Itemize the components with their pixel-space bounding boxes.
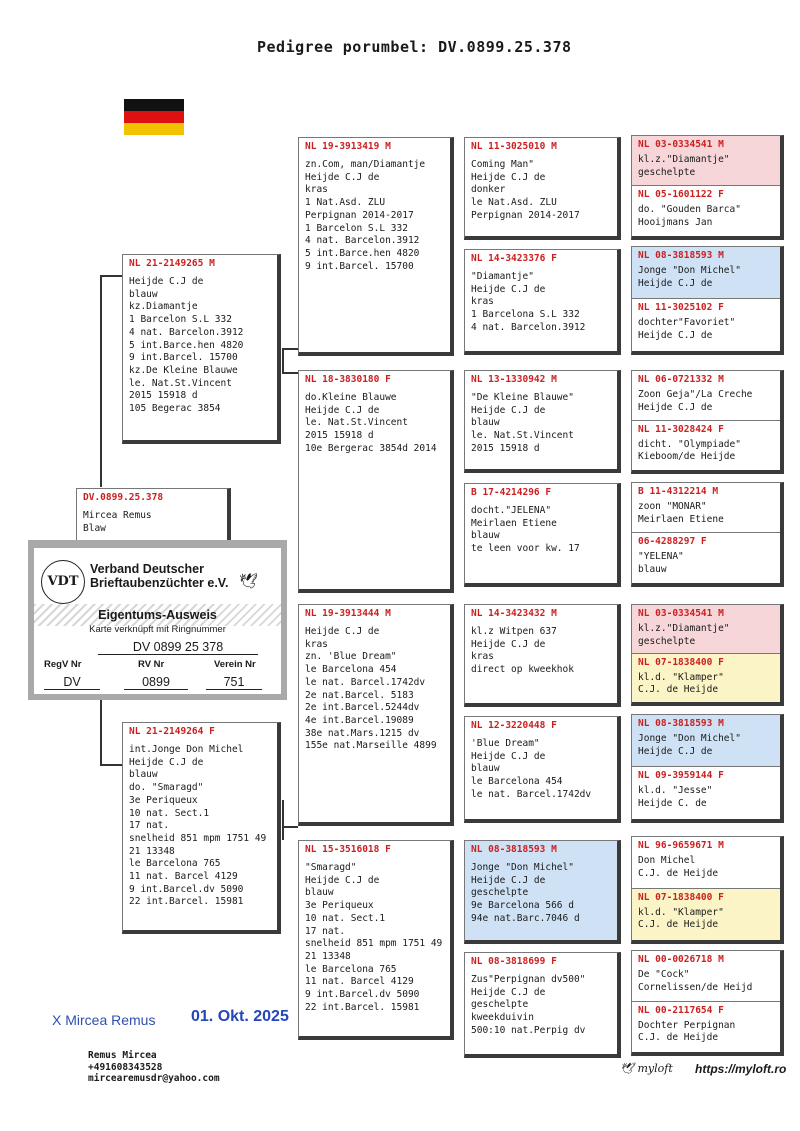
gggp-pair-box (631, 246, 784, 355)
site-link[interactable]: https://myloft.ro (695, 1062, 787, 1076)
ggp-line: "Diamantje" (471, 271, 534, 282)
ggp-lines (465, 266, 617, 335)
owner-name: Remus Mircea (88, 1050, 157, 1061)
gggp-ring: NL 03-0334541 M (638, 139, 724, 150)
vdv-org-line: Verband Deutscher (90, 562, 204, 576)
ggp-ring: NL 14-3423376 F (471, 253, 557, 264)
signature: X Mircea Remus (52, 1012, 156, 1028)
gp-line: Heijde C.J de (305, 171, 380, 183)
great-grandparent-box (464, 137, 621, 240)
great-grandparent-box (464, 249, 621, 355)
ggp-line: direct op kweekhok (471, 664, 574, 676)
gggp-lines (632, 731, 780, 758)
ggp-line: 1 Barcelona S.L 332 (471, 309, 580, 321)
connector-line (282, 348, 284, 374)
gp-line: blauw (305, 887, 334, 899)
ggp-line: kras (471, 651, 494, 663)
sire-box (122, 254, 281, 444)
gggp-line: geschelpte (638, 635, 696, 647)
gggp-ring: NL 96-9659671 M (638, 840, 724, 851)
gp-line: 17 nat. (305, 925, 346, 937)
gggp-line: do. "Gouden Barca" (638, 204, 741, 215)
pigeon-icon: 🕊 (239, 572, 259, 590)
gggp-ring: NL 08-3818593 M (638, 718, 724, 729)
date-stamp: 01. Okt. 2025 (191, 1008, 289, 1025)
gp-lines (299, 621, 450, 753)
dam-line: Heijde C.J de (129, 756, 204, 768)
gp-line: Heijde C.J de (305, 626, 380, 637)
gggp-entry (632, 420, 780, 471)
flag-stripe-black (124, 99, 184, 111)
gp-line: le nat. Barcel.1742dv (305, 676, 426, 688)
gggp-line: Heijde C.J de (638, 329, 713, 341)
connector-line (282, 826, 298, 828)
grandparent-box (298, 604, 454, 826)
gggp-entry (632, 715, 780, 767)
card-ring-number: DV 0899 25 378 (98, 640, 258, 655)
gggp-line: De "Cock" (638, 969, 690, 980)
ownership-card (28, 540, 287, 700)
ggp-line: Jonge "Don Michel" (471, 862, 574, 873)
owner-email: mircearemusdr@yahoo.com (88, 1073, 220, 1084)
sire-lines (123, 271, 277, 416)
dam-line: blauw (129, 769, 158, 781)
ggp-line: te leen voor kw. 17 (471, 543, 580, 555)
gggp-lines (632, 549, 780, 576)
ggp-line: geschelpte (471, 887, 529, 899)
gp-line: le Barcelona 454 (305, 664, 397, 676)
gggp-ring: NL 11-3028424 F (638, 423, 724, 435)
ggp-line: Heijde C.J de (471, 750, 546, 762)
ggp-line: Heijde C.J de (471, 638, 546, 650)
gggp-lines (632, 315, 780, 342)
connector-line (282, 800, 284, 840)
page-title: Pedigree porumbel: DV.0899.25.378 (257, 38, 572, 56)
ggp-line: "De Kleine Blauwe" (471, 392, 574, 403)
gggp-line: dicht. "Olympiade" (638, 438, 741, 450)
ggp-line: 2015 15918 d (471, 442, 540, 454)
gggp-pair-box (631, 950, 784, 1056)
connector-line (100, 764, 122, 766)
ggp-line: blauw (471, 530, 500, 542)
subject-box (76, 488, 231, 548)
sire-line: 105 Begerac 3854 (129, 403, 221, 415)
ggp-ring: NL 08-3818699 F (471, 956, 557, 967)
gggp-ring: NL 09-3959144 F (638, 770, 724, 781)
gggp-lines (632, 152, 780, 179)
ggp-line: 9e Barcelona 566 d (471, 900, 574, 912)
dam-line: 21 13348 (129, 845, 175, 857)
gggp-line: geschelpte (638, 166, 696, 178)
gggp-entry (632, 136, 780, 186)
gp-line: le. Nat.St.Vincent (305, 417, 408, 429)
vdv-org-name (90, 562, 228, 590)
gggp-line: "YELENA" (638, 551, 684, 562)
gggp-lines (632, 621, 780, 648)
gggp-entry (632, 532, 780, 583)
grandparent-box (298, 370, 454, 593)
gggp-line: Kieboom/de Heijde (638, 451, 736, 463)
gggp-lines (632, 967, 780, 994)
gp-line: 9 int.Barcel. 15700 (305, 260, 414, 272)
flag-stripe-gold (124, 123, 184, 135)
sire-line: 4 nat. Barcelon.3912 (129, 326, 244, 338)
gggp-line: Heijde C. de (638, 797, 707, 809)
great-grandparent-box (464, 952, 621, 1058)
gp-ring: NL 19-3913419 M (305, 141, 391, 152)
bird-icon: 🕊 (620, 1062, 634, 1075)
connector-line (100, 275, 102, 487)
ownership-card-inner (34, 548, 281, 694)
gggp-pair-box (631, 135, 784, 240)
gp-lines (299, 154, 450, 273)
ggp-line: Heijde C.J de (471, 283, 546, 295)
ggp-ring: NL 08-3818593 M (471, 844, 557, 855)
ggp-lines (465, 500, 617, 556)
gp-line: kras (305, 184, 328, 196)
connector-line (100, 700, 102, 766)
gggp-lines (632, 670, 780, 697)
ggp-line: donker (471, 184, 506, 196)
gp-line: Perpignan 2014-2017 (305, 209, 414, 221)
gggp-entry (632, 247, 780, 299)
germany-flag-icon (124, 99, 184, 135)
gggp-pair-box (631, 604, 784, 706)
dam-line: 22 int.Barcel. 15981 (129, 896, 244, 908)
sire-ring: NL 21-2149265 M (129, 258, 215, 269)
ggp-line: 'Blue Dream" (471, 738, 540, 749)
gggp-entry (632, 951, 780, 1002)
gp-line: 2015 15918 d (305, 430, 374, 442)
gggp-line: Meirlaen Etiene (638, 513, 724, 525)
gggp-pair-box (631, 714, 784, 823)
gggp-entry (632, 837, 780, 889)
ggp-ring: NL 14-3423432 M (471, 608, 557, 619)
sire-line: 5 int.Barce.hen 4820 (129, 339, 244, 351)
gggp-line: dochter"Favoriet" (638, 317, 736, 328)
great-grandparent-box (464, 716, 621, 823)
gp-line: 4e int.Barcel.19089 (305, 714, 414, 726)
dam-line: do. "Smaragd" (129, 782, 204, 794)
card-value: 0899 (124, 675, 188, 690)
vdv-org-line: Brieftaubenzüchter e.V. (90, 576, 229, 590)
ggp-line: Perpignan 2014-2017 (471, 209, 580, 221)
gggp-line: Don Michel (638, 855, 696, 866)
gggp-ring: NL 11-3025102 F (638, 302, 724, 313)
subject-line: Mircea Remus (83, 510, 152, 521)
ggp-lines (465, 154, 617, 223)
ggp-line: docht."JELENA" (471, 505, 552, 516)
gp-line: 10 nat. Sect.1 (305, 912, 386, 924)
gp-line: 38e nat.Mars.1215 dv (305, 727, 420, 739)
ggp-line: Heijde C.J de (471, 874, 546, 886)
gp-line: 1 Nat.Asd. ZLU (305, 197, 386, 209)
card-value: 751 (206, 675, 262, 690)
ggp-line: le Nat.Asd. ZLU (471, 197, 557, 209)
gggp-ring: NL 08-3818593 M (638, 250, 724, 261)
ggp-line: Zus"Perpignan dv500" (471, 974, 586, 985)
gggp-ring: NL 06-0721332 M (638, 374, 724, 385)
sire-line: kz.De Kleine Blauwe (129, 364, 238, 376)
gggp-entry (632, 298, 780, 351)
gggp-line: zoon "MONAR" (638, 501, 707, 512)
gggp-line: Heijde C.J de (638, 745, 713, 757)
gggp-lines (632, 905, 780, 932)
gp-lines (299, 387, 450, 456)
dam-line: le Barcelona 765 (129, 858, 221, 870)
ggp-line: blauw (471, 417, 500, 429)
gggp-lines (632, 783, 780, 810)
dam-line: 9 int.Barcel.dv 5090 (129, 883, 244, 895)
gggp-ring: NL 07-1838400 F (638, 891, 724, 903)
gp-line: 4 nat. Barcelon.3912 (305, 235, 420, 247)
gggp-pair-box (631, 482, 784, 587)
sire-line: le. Nat.St.Vincent (129, 377, 232, 389)
gggp-line: kl.z."Diamantje" (638, 154, 730, 165)
gggp-lines (632, 263, 780, 290)
ggp-line: le. Nat.St.Vincent (471, 430, 574, 442)
ggp-line: 4 nat. Barcelon.3912 (471, 321, 586, 333)
gggp-ring: NL 00-0026718 M (638, 954, 724, 965)
card-value: DV (44, 675, 100, 690)
card-label: Verein Nr (214, 659, 256, 670)
gggp-line: kl.d. "Klamper" (638, 671, 724, 683)
ggp-lines (465, 857, 617, 926)
grandparent-box (298, 137, 454, 356)
gggp-lines (632, 499, 780, 526)
gggp-entry (632, 483, 780, 533)
gggp-entry (632, 185, 780, 236)
gggp-line: C.J. de Heijde (638, 1032, 719, 1044)
dam-line: 10 nat. Sect.1 (129, 807, 210, 819)
gp-ring: NL 18-3830180 F (305, 374, 391, 385)
gggp-line: kl.d. "Klamper" (638, 906, 724, 918)
gp-line: do.Kleine Blauwe (305, 392, 397, 403)
logo-text: myloft (637, 1062, 673, 1075)
gggp-ring: 06-4288297 F (638, 536, 707, 547)
gggp-pair-box (631, 836, 784, 944)
dam-lines (123, 739, 277, 909)
gggp-ring: NL 05-1601122 F (638, 189, 724, 200)
gggp-line: C.J. de Heijde (638, 867, 719, 879)
gp-line: Heijde C.J de (305, 404, 380, 416)
gp-line: 2e int.Barcel.5244dv (305, 702, 420, 714)
card-heading: Eigentums-Ausweis (98, 608, 217, 622)
great-grandparent-box (464, 840, 621, 944)
ggp-line: Coming Man" (471, 159, 534, 170)
gp-line: snelheid 851 mpm 1751 49 (305, 938, 443, 950)
gp-line: "Smaragd" (305, 862, 357, 873)
gggp-entry (632, 605, 780, 654)
sire-line: 9 int.Barcel. 15700 (129, 352, 238, 364)
gp-line: 21 13348 (305, 950, 351, 962)
gggp-line: Jonge "Don Michel" (638, 733, 741, 744)
ggp-line: kras (471, 296, 494, 308)
subject-lines (77, 505, 227, 535)
gggp-line: blauw (638, 563, 667, 575)
gggp-line: kl.d. "Jesse" (638, 785, 713, 796)
gggp-lines (632, 202, 780, 229)
card-label: RV Nr (138, 659, 165, 670)
ggp-line: Heijde C.J de (471, 404, 546, 416)
flag-stripe-red (124, 111, 184, 123)
gp-line: 3e Periqueux (305, 900, 374, 912)
ggp-line: kweekduivin (471, 1012, 534, 1024)
gggp-ring: NL 03-0334541 M (638, 608, 724, 619)
ggp-line: geschelpte (471, 999, 529, 1011)
ggp-line: kl.z Witpen 637 (471, 626, 557, 637)
gggp-line: Cornelissen/de Heijd (638, 981, 753, 993)
gp-line: zn. 'Blue Dream" (305, 651, 397, 663)
gp-line: 2e nat.Barcel. 5183 (305, 689, 414, 701)
gggp-lines (632, 437, 780, 464)
dam-ring: NL 21-2149264 F (129, 726, 215, 737)
connector-line (282, 348, 298, 350)
great-grandparent-box (464, 483, 621, 587)
subject-line: Blaw (83, 522, 106, 534)
gp-line: 9 int.Barcel.dv 5090 (305, 989, 420, 1001)
gggp-line: Zoon Geja"/La Creche (638, 389, 753, 400)
owner-info (88, 1050, 220, 1085)
gp-line: 1 Barcelon S.L 332 (305, 222, 408, 234)
gp-lines (299, 857, 450, 1014)
ggp-ring: NL 12-3220448 F (471, 720, 557, 731)
dam-line: 17 nat. (129, 820, 170, 832)
gggp-entry (632, 888, 780, 941)
gggp-line: Dochter Perpignan (638, 1019, 736, 1031)
gp-line: 155e nat.Marseille 4899 (305, 740, 437, 752)
connector-line (100, 275, 122, 277)
gp-line: kras (305, 638, 328, 650)
ggp-lines (465, 387, 617, 456)
gggp-entry (632, 371, 780, 421)
ggp-line: 94e nat.Barc.7046 d (471, 912, 580, 924)
sire-line: 1 Barcelon S.L 332 (129, 314, 232, 326)
grandparent-box (298, 840, 454, 1040)
sire-line: 2015 15918 d (129, 390, 198, 402)
card-label: RegV Nr (44, 659, 82, 670)
sire-line: blauw (129, 288, 158, 300)
ggp-line: blauw (471, 763, 500, 775)
gp-line: 10e Bergerac 3854d 2014 (305, 442, 437, 454)
ggp-line: Meirlaen Etiene (471, 517, 557, 529)
sire-line: kz.Diamantje (129, 301, 198, 313)
dam-line: 3e Periqueux (129, 794, 198, 806)
ggp-line: Heijde C.J de (471, 171, 546, 183)
gggp-ring: NL 07-1838400 F (638, 656, 724, 668)
ggp-line: Heijde C.J de (471, 986, 546, 998)
gggp-lines (632, 1018, 780, 1045)
dam-line: int.Jonge Don Michel (129, 744, 244, 755)
ggp-ring: NL 11-3025010 M (471, 141, 557, 152)
gp-line: 11 nat. Barcel 4129 (305, 976, 414, 988)
great-grandparent-box (464, 370, 621, 473)
ggp-ring: B 17-4214296 F (471, 487, 552, 498)
gggp-entry (632, 766, 780, 819)
gggp-entry (632, 653, 780, 703)
subject-ring: DV.0899.25.378 (83, 492, 164, 503)
ggp-lines (465, 733, 617, 802)
gggp-line: Heijde C.J de (638, 401, 713, 413)
dam-line: 11 nat. Barcel 4129 (129, 871, 238, 883)
gp-line: Heijde C.J de (305, 874, 380, 886)
gp-line: zn.Com, man/Diamantje (305, 159, 426, 170)
gggp-pair-box (631, 370, 784, 474)
ggp-lines (465, 969, 617, 1038)
dam-line: snelheid 851 mpm 1751 49 (129, 832, 267, 844)
gggp-lines (632, 853, 780, 880)
myloft-logo (620, 1062, 673, 1075)
card-subheading: Karte verknüpft mit Ringnummer (89, 624, 226, 635)
ggp-ring: NL 13-1330942 M (471, 374, 557, 385)
gp-line: 22 int.Barcel. 15981 (305, 1001, 420, 1013)
connector-line (282, 372, 298, 374)
gggp-line: Jonge "Don Michel" (638, 265, 741, 276)
gggp-line: kl.z."Diamantje" (638, 623, 730, 634)
gp-line: le Barcelona 765 (305, 963, 397, 975)
gggp-line: C.J. de Heijde (638, 684, 719, 696)
great-grandparent-box (464, 604, 621, 707)
gp-line: 5 int.Barce.hen 4820 (305, 247, 420, 259)
gggp-line: Hooijmans Jan (638, 216, 713, 228)
dam-box (122, 722, 281, 934)
gggp-line: C.J. de Heijde (638, 919, 719, 931)
ggp-line: le nat. Barcel.1742dv (471, 788, 592, 800)
ggp-lines (465, 621, 617, 677)
gggp-line: Heijde C.J de (638, 277, 713, 289)
gp-ring: NL 15-3516018 F (305, 844, 391, 855)
gggp-entry (632, 1001, 780, 1053)
gggp-ring: NL 00-2117654 F (638, 1004, 724, 1016)
gggp-lines (632, 387, 780, 414)
vdv-logo-icon: VDT (41, 560, 85, 604)
gp-ring: NL 19-3913444 M (305, 608, 391, 619)
ggp-line: 500:10 nat.Perpig dv (471, 1024, 586, 1036)
sire-line: Heijde C.J de (129, 276, 204, 287)
owner-phone: +491608343528 (88, 1061, 163, 1073)
ggp-line: le Barcelona 454 (471, 776, 563, 788)
gggp-ring: B 11-4312214 M (638, 486, 719, 497)
